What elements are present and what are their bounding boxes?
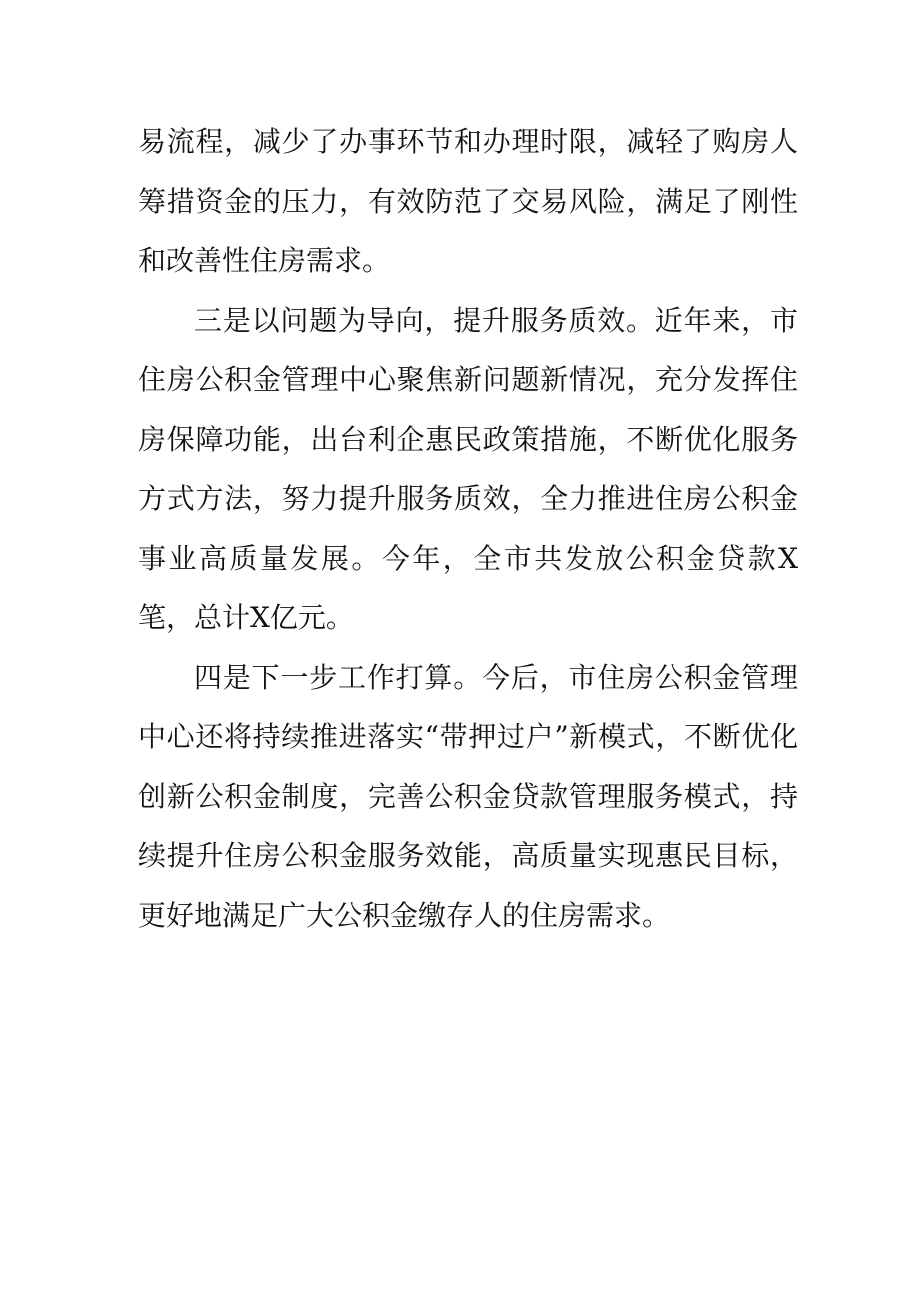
paragraph-service-quality: 三是以问题为导向，提升服务质效。近年来，市住房公积金管理中心聚焦新问题新情况，充分发挥住房保障功能，出台利企惠民政策措施，不断优化服务方式方法，努力提升服务质效，全力推进住房公积金事业高质量发展。今年，全市共发放公积金贷款X笔，总计X亿元。	[138, 303, 798, 634]
paragraph-continuation: 易流程，减少了办事环节和办理时限，减轻了购房人筹措资金的压力，有效防范了交易风险，满足了刚性和改善性住房需求。	[138, 125, 798, 277]
document-body	[138, 112, 798, 945]
paragraph-next-steps: 四是下一步工作打算。今后，市住房公积金管理中心还将持续推进落实“带押过户”新模式，不断优化创新公积金制度，完善公积金贷款管理服务模式，持续提升住房公积金服务效能，高质量实现惠民目标，更好地满足广大公积金缴存人的住房需求。	[138, 660, 798, 932]
